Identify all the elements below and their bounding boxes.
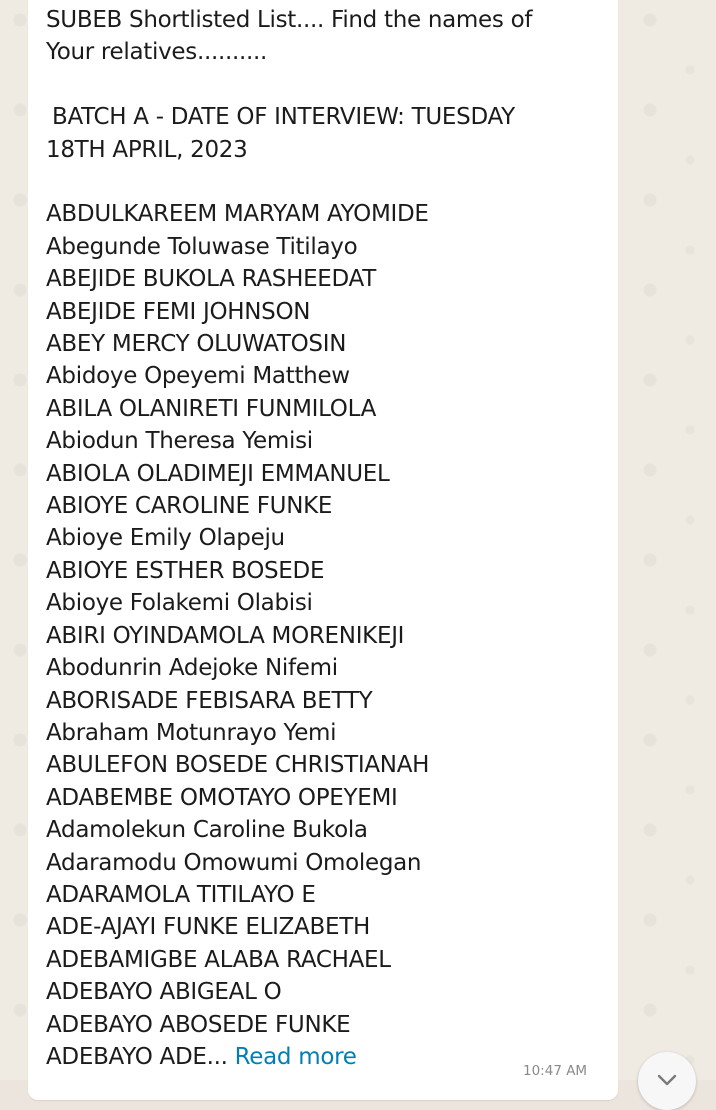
chevron-down-icon bbox=[655, 1068, 679, 1092]
list-item: ABIOLA OLADIMEJI EMMANUEL bbox=[46, 460, 390, 487]
list-item: ADEBAMIGBE ALABA RACHAEL bbox=[46, 946, 391, 973]
list-item: ABEJIDE FEMI JOHNSON bbox=[46, 298, 311, 325]
name-list bbox=[46, 198, 606, 1041]
list-item: Abegunde Toluwase Titilayo bbox=[46, 233, 358, 260]
list-item: Abidoye Opeyemi Matthew bbox=[46, 363, 350, 390]
list-item: ABIRI OYINDAMOLA MORENIKEJI bbox=[46, 622, 405, 649]
list-item: Abodunrin Adejoke Nifemi bbox=[46, 655, 338, 682]
list-item: ADABEMBE OMOTAYO OPEYEMI bbox=[46, 784, 398, 811]
list-item: ADEBAYO ABOSEDE FUNKE bbox=[46, 1011, 351, 1038]
list-item: ABULEFON BOSEDE CHRISTIANAH bbox=[46, 752, 430, 779]
list-item: ADARAMOLA TITILAYO E bbox=[46, 881, 316, 908]
read-more-link[interactable]: Read more bbox=[234, 1043, 357, 1070]
intro-line: Your relatives.......... bbox=[46, 39, 268, 66]
list-item: ABORISADE FEBISARA BETTY bbox=[46, 687, 373, 714]
batch-date: 18TH APRIL, 2023 bbox=[46, 136, 248, 163]
message-text bbox=[46, 4, 606, 1073]
list-item: Abraham Motunrayo Yemi bbox=[46, 719, 337, 746]
list-item: Abioye Folakemi Olabisi bbox=[46, 590, 313, 617]
list-item: ABDULKAREEM MARYAM AYOMIDE bbox=[46, 201, 429, 228]
list-item: ABEJIDE BUKOLA RASHEEDAT bbox=[46, 266, 376, 293]
list-item: ADEBAYO ABIGEAL O bbox=[46, 979, 282, 1006]
list-item: Adaramodu Omowumi Omolegan bbox=[46, 849, 422, 876]
truncated-line bbox=[46, 1041, 606, 1073]
message-timestamp: 10:47 AM bbox=[523, 1063, 588, 1079]
list-item: ADE-AJAYI FUNKE ELIZABETH bbox=[46, 914, 370, 941]
list-item: ABIOYE ESTHER BOSEDE bbox=[46, 557, 325, 584]
list-item: Abioye Emily Olapeju bbox=[46, 525, 285, 552]
list-item: ABIOYE CAROLINE FUNKE bbox=[46, 493, 333, 520]
list-item: ABEY MERCY OLUWATOSIN bbox=[46, 331, 347, 358]
list-item: ABILA OLANIRETI FUNMILOLA bbox=[46, 395, 377, 422]
intro-line: SUBEB Shortlisted List.... Find the names of bbox=[46, 7, 533, 33]
batch-heading: BATCH A - DATE OF INTERVIEW: TUESDAY bbox=[52, 104, 515, 131]
truncated-text: ADEBAYO ADE... bbox=[46, 1043, 228, 1070]
scroll-down-button[interactable] bbox=[638, 1052, 696, 1110]
list-item: Adamolekun Caroline Bukola bbox=[46, 817, 368, 844]
list-item: Abiodun Theresa Yemisi bbox=[46, 428, 313, 455]
